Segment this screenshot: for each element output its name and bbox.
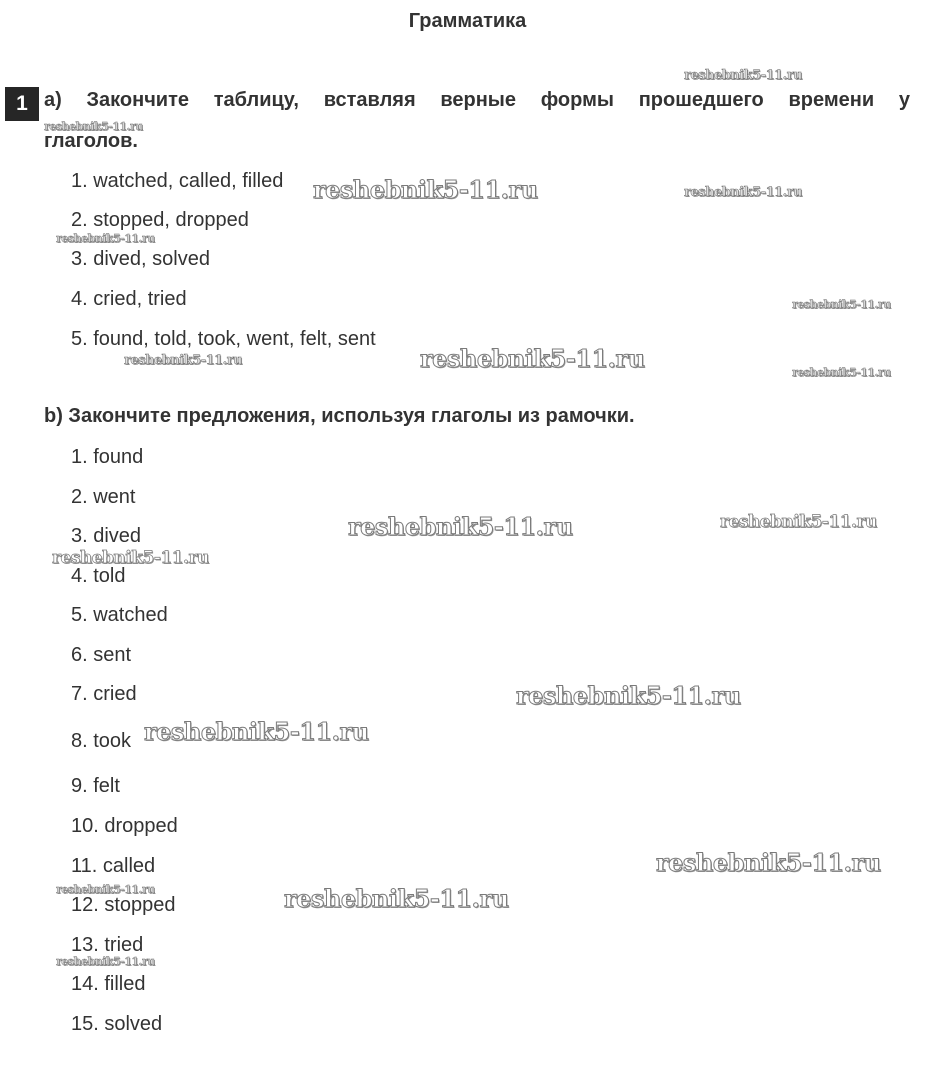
part-b-item: 4. told xyxy=(71,565,126,587)
watermark: reshebnik5-11.ru xyxy=(124,353,243,368)
part-a-item: 4. cried, tried xyxy=(71,288,187,310)
watermark: reshebnik5-11.ru xyxy=(56,883,155,896)
watermark: reshebnik5-11.ru xyxy=(684,68,803,83)
watermark: reshebnik5-11.ru xyxy=(720,512,877,532)
part-b-item: 11. called xyxy=(71,855,156,877)
part-a-heading-line2: глаголов. xyxy=(44,130,138,152)
part-b-item: 7. cried xyxy=(71,683,137,705)
watermark: reshebnik5-11.ru xyxy=(516,681,741,710)
part-b-item: 10. dropped xyxy=(71,815,178,837)
watermark: reshebnik5-11.ru xyxy=(44,120,143,133)
watermark: reshebnik5-11.ru xyxy=(144,717,369,746)
watermark: reshebnik5-11.ru xyxy=(792,298,891,311)
watermark: reshebnik5-11.ru xyxy=(348,512,573,541)
part-b-item: 1. found xyxy=(71,446,144,468)
part-a-item: 2. stopped, dropped xyxy=(71,209,249,231)
part-b-item: 5. watched xyxy=(71,604,168,626)
part-b-item: 15. solved xyxy=(71,1013,163,1035)
part-b-item: 6. sent xyxy=(71,644,132,666)
watermark: reshebnik5-11.ru xyxy=(313,175,538,204)
part-b-item: 12. stopped xyxy=(71,894,176,916)
part-a-item: 1. watched, called, filled xyxy=(71,170,284,192)
part-b-heading: b) Закончите предложения, используя глаголы из рамочки. xyxy=(44,405,635,427)
watermark: reshebnik5-11.ru xyxy=(56,955,155,968)
watermark: reshebnik5-11.ru xyxy=(52,548,209,568)
part-b-item: 3. dived xyxy=(71,525,142,547)
part-a-item: 5. found, told, took, went, felt, sent xyxy=(71,328,376,350)
watermark: reshebnik5-11.ru xyxy=(684,185,803,200)
part-a-heading-line1: а) Закончите таблицу, вставляя верные формы прошедшего времени у xyxy=(44,89,910,111)
watermark: reshebnik5-11.ru xyxy=(792,366,891,379)
part-b-item: 2. went xyxy=(71,486,136,508)
part-b-item: 9. felt xyxy=(71,775,120,797)
watermark: reshebnik5-11.ru xyxy=(56,232,155,245)
exercise-number-badge: 1 xyxy=(5,87,39,121)
part-b-item: 8. took xyxy=(71,730,132,752)
part-b-item: 14. filled xyxy=(71,973,146,995)
part-b-item: 13. tried xyxy=(71,934,144,956)
watermark: reshebnik5-11.ru xyxy=(284,884,509,913)
part-a-item: 3. dived, solved xyxy=(71,248,210,270)
page-title: Грамматика xyxy=(408,10,527,32)
watermark: reshebnik5-11.ru xyxy=(656,848,881,877)
watermark: reshebnik5-11.ru xyxy=(420,344,645,373)
